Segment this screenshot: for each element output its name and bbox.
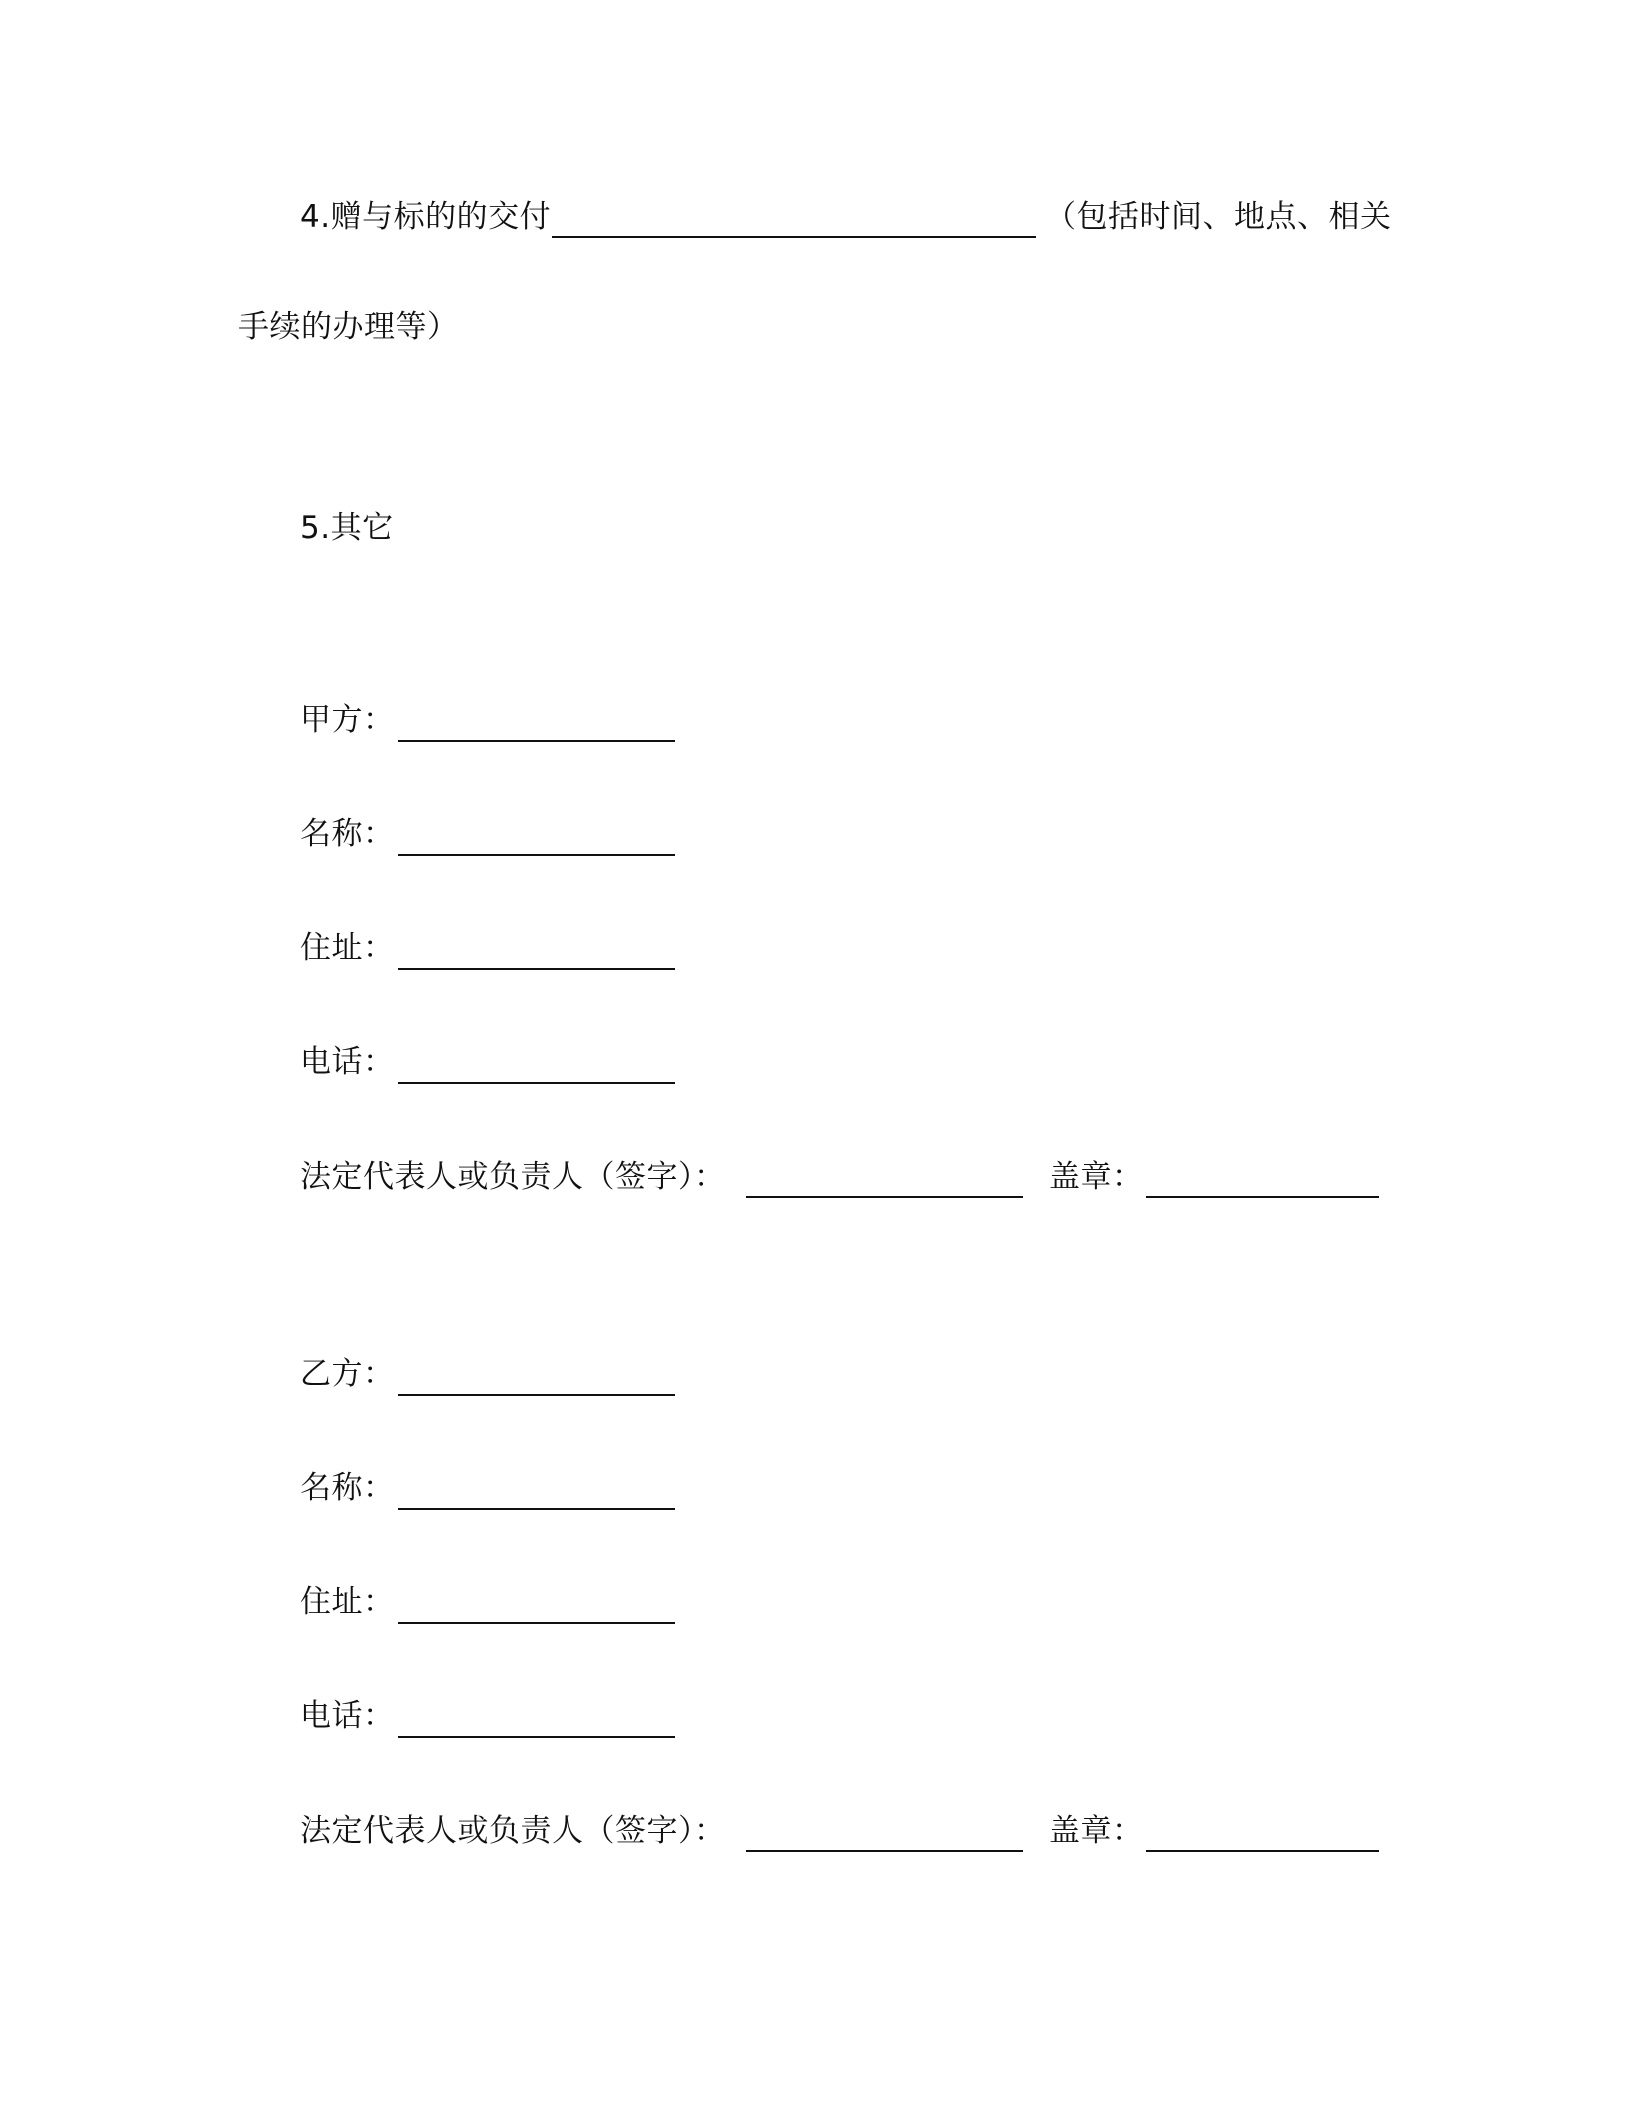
- party-b-seal-blank[interactable]: [1146, 1850, 1379, 1852]
- party-a-rep-label: 法定代表人或负责人（签字）：: [300, 1159, 726, 1195]
- party-a-rep-signature-blank[interactable]: [746, 1196, 1023, 1198]
- party-b-seal-label: 盖章：: [1049, 1813, 1144, 1849]
- party-b-blank[interactable]: [398, 1394, 675, 1396]
- party-a-phone-label: 电话：: [300, 1044, 395, 1080]
- party-b-name-blank[interactable]: [398, 1508, 675, 1510]
- party-b-phone-blank[interactable]: [398, 1736, 675, 1738]
- clause-5-label: 5.其它: [300, 510, 394, 546]
- party-a-address-blank[interactable]: [398, 968, 675, 970]
- party-a-label: 甲方：: [300, 702, 395, 738]
- clause-4-suffix: （包括时间、地点、相关: [1045, 199, 1392, 235]
- party-b-name-label: 名称：: [300, 1470, 395, 1506]
- party-b-rep-label: 法定代表人或负责人（签字）：: [300, 1813, 726, 1849]
- party-b-address-blank[interactable]: [398, 1622, 675, 1624]
- clause-4-prefix: 4.赠与标的的交付: [300, 199, 552, 235]
- party-a-address-label: 住址：: [300, 930, 395, 966]
- clause-4-delivery-blank[interactable]: [552, 236, 1036, 238]
- party-b-address-label: 住址：: [300, 1584, 395, 1620]
- party-b-label: 乙方：: [300, 1356, 395, 1392]
- party-a-seal-blank[interactable]: [1146, 1196, 1379, 1198]
- party-b-rep-signature-blank[interactable]: [746, 1850, 1023, 1852]
- party-b-phone-label: 电话：: [300, 1698, 395, 1734]
- party-a-blank[interactable]: [398, 740, 675, 742]
- party-a-name-blank[interactable]: [398, 854, 675, 856]
- party-a-phone-blank[interactable]: [398, 1082, 675, 1084]
- party-a-seal-label: 盖章：: [1049, 1159, 1144, 1195]
- clause-4-continuation: 手续的办理等）: [238, 309, 459, 345]
- party-a-name-label: 名称：: [300, 816, 395, 852]
